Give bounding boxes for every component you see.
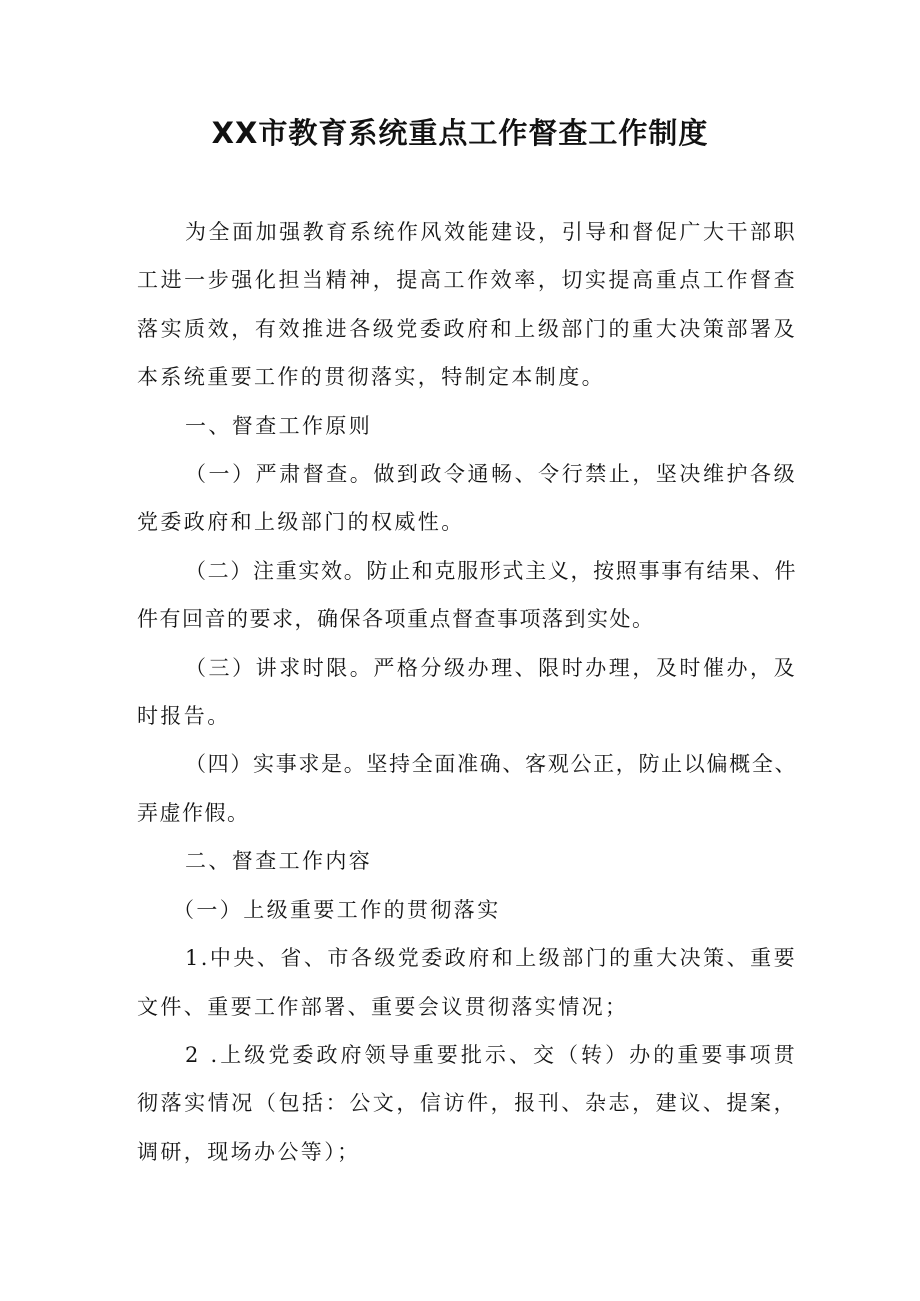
- content-item-1-paragraph: 1.中央、省、市各级党委政府和上级部门的重大决策、重要文件、重要工作部署、重要会议贯彻落实情况；: [137, 946, 797, 1019]
- principle-2-paragraph: （二）注重实效。防止和克服形式主义，按照事事有结果、件件有回音的要求，确保各项重点督查事项落到实处。: [137, 558, 797, 632]
- content-item-2-paragraph: 2 .上级党委政府领导重要批示、交（转）办的重要事项贯彻落实情况（包括：公文，信访件，报刊、杂志，建议、提案，调研，现场办公等）；: [137, 1042, 797, 1164]
- document-body: [137, 208, 797, 1176]
- content-subheading-1: （一）上级重要工作的贯彻落实: [173, 897, 501, 922]
- intro-paragraph: 为全面加强教育系统作风效能建设，引导和督促广大干部职工进一步强化担当精神，提高工作效率，切实提高重点工作督查落实质效，有效推进各级党委政府和上级部门的重大决策部署及本系统重要工作的贯彻落实，特制定本制度。: [137, 220, 797, 390]
- principle-3-paragraph: （三）讲求时限。严格分级办理、限时办理，及时催办，及时报告。: [137, 655, 797, 729]
- section-heading-principles: 一、督查工作原则: [185, 413, 373, 438]
- section-heading-content: 二、督查工作内容: [185, 849, 373, 874]
- document-title: XX市教育系统重点工作督查工作制度: [211, 116, 709, 150]
- principle-4-paragraph: （四）实事求是。坚持全面准确、客观公正，防止以偏概全、弄虚作假。: [137, 752, 797, 825]
- principle-1-paragraph: （一）严肃督查。做到政令通畅、令行禁止，坚决维护各级党委政府和上级部门的权威性。: [137, 462, 797, 535]
